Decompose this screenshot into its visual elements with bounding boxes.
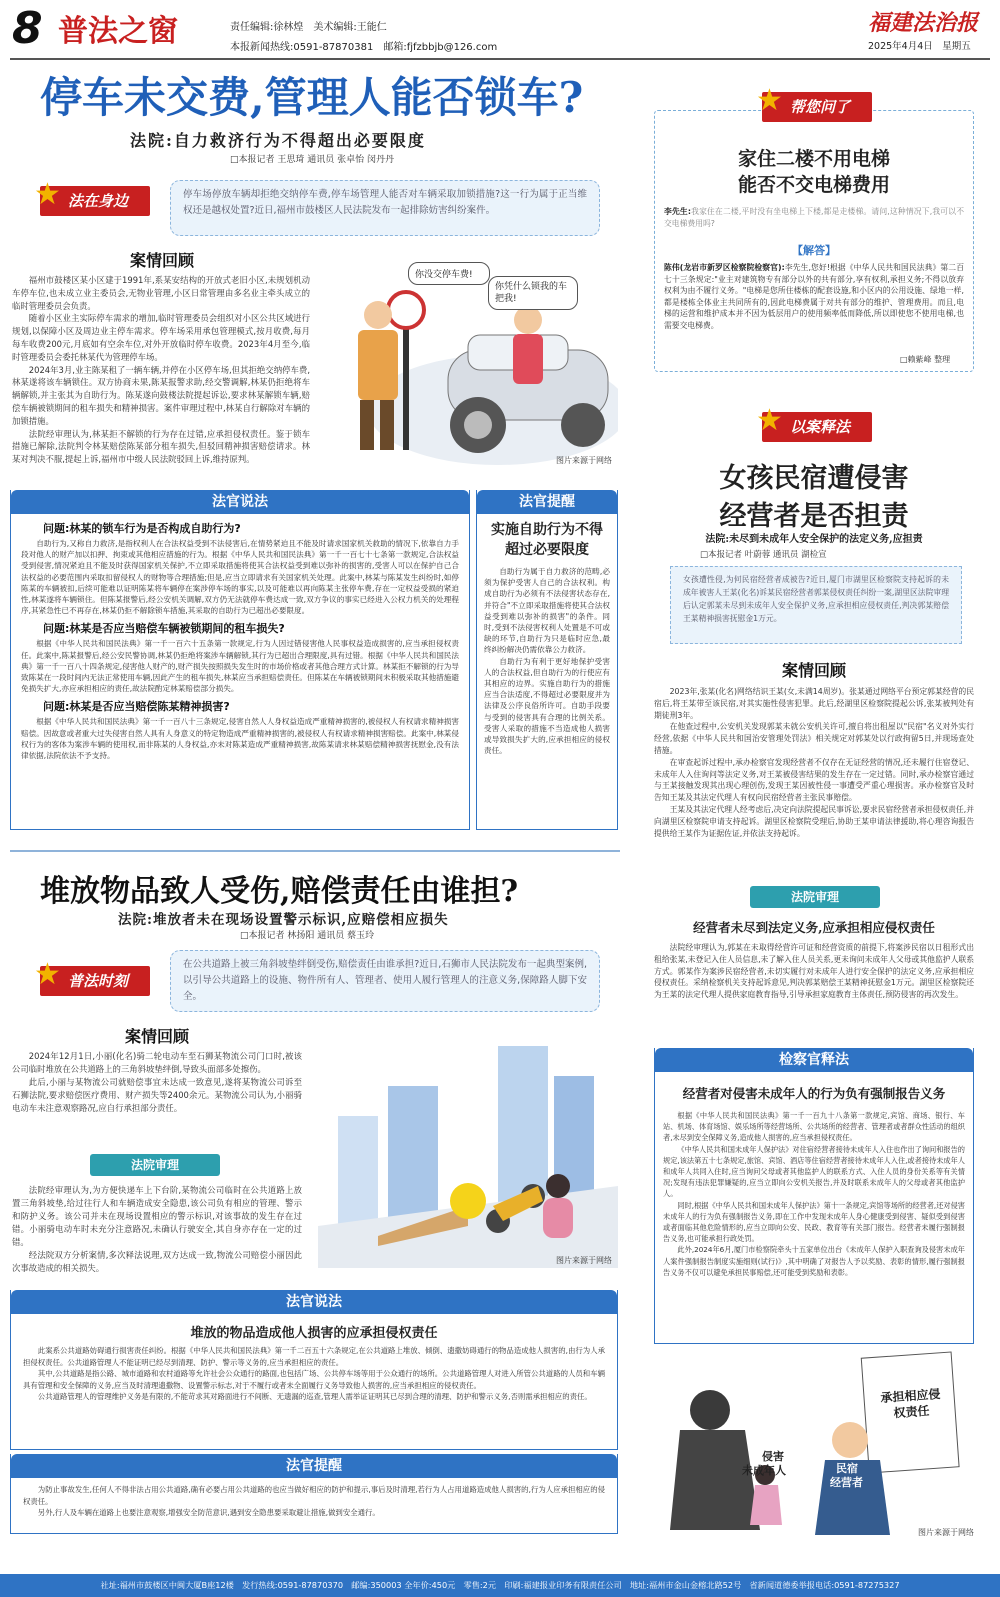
article1-case-p2: 随着小区业主实际停车需求的增加,临时管理委员会组织对小区公共区域进行规划,以保障小区及周边业主停车需求。停车场采用承包管理模式,按月收费,每月每车收费200元,月底如有空余车位,对外开放临时停车收费。2023年4月至今,临时管理委员会委托林某代为管理停车场。 [12,313,310,362]
article2-tip-bar: 法官提醒 [11,1454,617,1478]
label-homestay: 民宿 [836,1462,858,1475]
article1-lead: 停车场停放车辆却拒绝交纳停车费,停车场管理人能否对车辆采取加锁措施?这一行为属于正当维权还是越权处置?近日,福州市鼓楼区人民法院发布一起排除妨害纠纷案件。 [170,180,600,236]
article1-subtitle: 法院:自力救济行为不得超出必要限度 [130,131,426,150]
sign-text: 承担相应侵权责任 [880,1386,941,1421]
page-number: 8 [12,3,43,54]
article2-judge-p3: 公共道路管理人的管理维护义务是有限的,不能苛求其对路面进行不间断、无遗漏的巡查,管理人需举证证明其已尽到合理的清理、防护和警示义务,否则需承担相应的责任。 [37,1392,592,1402]
article4-proc-title: 经营者对侵害未成年人的行为负有强制报告义务 [682,1086,946,1101]
article4-proc-p1: 根据《中华人民共和国民法典》第一千一百九十八条第一款规定,宾馆、商场、银行、车站、机场、体育场馆、娱乐场所等经营场所、公共场所的经营者、管理者或者群众性活动的组织者,未尽到安全保障义务,造成他人损害的,应当承担侵权责任。 [663,1111,965,1143]
article4-subtitle: 法院:未尽到未成年人安全保护的法定义务,应担责 [705,534,923,545]
article4-lead: 女孩遭性侵,为何民宿经营者成被告?近日,厦门市湖里区检察院支持起诉的未成年被害人王某(化名)诉某民宿经营者郭某侵权责任纠纷一案,湖里区法院审理后认定郭某未尽到未成年人安全保护义务,应承担相应侵权责任,判决郭某赔偿王某精神损害抚慰金1万元。 [670,566,962,644]
qa-title-line1: 家住二楼不用电梯 [737,148,890,170]
article1-title: 停车未交费,管理人能否锁车? [40,73,584,122]
qa-signature: □赖紫峰 整理 [900,355,951,364]
minor-protection-image [650,1350,980,1540]
article2-case-p2: 此后,小丽与某物流公司就赔偿事宜未达成一致意见,遂将某物流公司诉至石狮法院,要求赔偿医疗费用、财产损失等2400余元。某物流公司认为,小丽骑电动车未注意观察路况,应自行承担部分责任。 [12,1077,302,1113]
answer-2: 根据《中华人民共和国民法典》第一千一百六十五条第一款规定,行为人因过错侵害他人民事权益造成损害的,应当承担侵权责任。此案中,陈某报警后,经公安民警协调,林某仍拒绝将案涉车辆解锁,其行为已超出合理限度,具有过错。根据《中华人民共和国民法典》第一千一百八十四条规定,侵害他人财产的,财产损失按照损失发生时的市场价格或者其他合理方式计算。林某拒不解锁的行为导致陈某在一段时间内无法正常使用车辆,因此产生的租车损失,林某应当承担赔偿责任。但陈某在车辆被锁期间未积极采取其他措施避免损失扩大,亦应承担相应的责任,故法院酌定林某赔偿部分损失。 [21,639,459,694]
article4-review-title: 经营者未尽到法定义务,应承担相应侵权责任 [693,920,935,935]
label-minor: 未成年人 [742,1464,786,1477]
contact-line: 本报新闻热线:0591-87870381 邮箱:fjfzbbjb@126.com [230,42,498,53]
star-icon: ★ [34,177,61,212]
qa-answer-text: 李先生,您好!根据《中华人民共和国民法典》第二百七十三条规定:"业主对建筑物专有部分以外的共有部分,享有权利,承担义务;不得以放弃权利为由不履行义务。"电梯是您所住楼栋的配套设施,和小区内的公用设施、绿地一样,都是楼栋全体业主共同所有的,因此电梯费属于对共有部分的维护、管理费用。而且,电梯的运营和维护成本并不因为低层用户的使用频率低而降低,所以即使您不使用电梯,也需要交电梯费。 [664,263,964,330]
article4-proc-box [654,1048,974,1344]
article4-tag: ★ 以案释法 [762,412,872,442]
article1-byline: □本报记者 王思琦 通讯员 张卓怡 闵丹丹 [230,155,394,165]
article2-tip-p1: 为防止事故发生,任何人不得非法占用公共道路,确有必要占用公共道路的也应当做好相应的防护和提示,事后及时清理,若行为人占用道路造成他人损害的,行为人应承担相应的侵权责任。 [23,1485,605,1506]
qa-title-line2: 能否不交电梯费用 [737,174,890,196]
issue-date: 2025年4月4日 星期五 [868,41,971,52]
article2-review-p2: 经法院双方分析案情,多次释法说理,双方达成一致,物流公司赔偿小丽因此次事故造成的相关损失。 [12,1250,302,1273]
image-credit: 图片来源于网络 [556,456,612,465]
speech-bubble-2: 你凭什么锁我的车把我! [488,276,578,310]
article4-title-line2: 经营者是否担责 [719,501,909,532]
article4-byline: □本报记者 叶蔚蓉 通讯员 湖检宣 [700,550,827,560]
star-icon: ★ [756,403,783,438]
qa-answer-heading: 【解答】 [792,244,836,257]
article1-tip-p1: 自助行为属于自力救济的范畴,必须为保护受害人自己的合法权利。构成自助行为必须有不法侵害状态存在,并符合"不立即采取措施将使其合法权益受到难以弥补的损害"的条件。同时,受到不法侵害权利人处置是不可或缺的环节,自助行为只是临时应急,最终纠纷解决仍需依靠公力救济。 [484,567,610,655]
label-infringe: 侵害 [762,1450,784,1463]
qa-answer [664,262,964,332]
article4-case-p1: 2023年,张某(化名)网络结识王某(女,未满14周岁)。张某通过网络平台预定郭某经营的民宿后,将王某带至该民宿,对其实施性侵害犯罪。此后,经湖里区检察院提起公诉,张某被判处有期徒刑3年。 [654,687,974,720]
article2-byline: □本报记者 林扬阳 通讯员 蔡玉玲 [240,931,375,941]
qa-question-text: 我家住在二楼,平时没有坐电梯上下楼,都是走楼梯。请问,这种情况下,我可以不交电梯费用吗? [664,207,964,228]
article4-case-body [654,686,974,839]
answer-3: 根据《中华人民共和国民法典》第一千一百八十三条规定,侵害自然人人身权益造成严重精神损害的,被侵权人有权请求精神损害赔偿。因故意或者重大过失侵害自然人具有人身意义的特定物造成严重精神损害的,被侵权人有权请求精神损害赔偿。此案中,林某侵权行为的客体为案涉车辆的使用权,而非陈某的人身权益,亦未对陈某造成严重精神损害,故陈某请求林某赔偿精神损害抚慰金,没有法律依据,法院依法不予支持。 [21,717,459,761]
article1-tag: ★ 法在身边 [40,186,150,216]
speech-bubble-1: 你没交停车费! [408,262,490,285]
article4-proc-p2: 《中华人民共和国未成年人保护法》对住宿经营者接待未成年人入住也作出了询问和报告的规定,该法第五十七条规定,旅馆、宾馆、酒店等住宿经营者接待未成年人入住,或者接待未成年人和成年人共同入住时,应当询问父母或者其他监护人的联系方式、入住人员的身份关系等有关情况;发现有违法犯罪嫌疑的,应当立即向公安机关报告,并及时联系未成年人的父母或者其他监护人。 [663,1144,965,1199]
article1-tip-title: 实施自助行为不得超过必要限度 [491,522,603,558]
footer-bar: 社址:福州市鼓楼区中闽大厦B座12楼 发行热线:0591-87870370 邮编:350003 全年价:450元 零售:2元 印刷:福建报业印务有限责任公司 地址:福州市金山金榕北路52号 省新闻道德委举报电话:0591-87275327 [0,1574,1000,1597]
article4-proc-p4: 此外,2024年6月,厦门市检察院牵头十五家单位出台《未成年人保护入职查询及侵害未成年人案件强制报告制度实施细则(试行)》,其中明确了对报告人予以奖励、表彰的情形,履行强制报告义务不仅可以避免承担民事赔偿,还可能受到奖励和表彰。 [663,1245,965,1277]
article2-review-body [12,1184,302,1275]
article2-tip-box [10,1454,618,1534]
star-icon: ★ [34,957,61,992]
masthead-logo: 福建法治报 [868,10,979,36]
article4-title-line1: 女孩民宿遭侵害 [719,463,909,494]
qa-answerer: 陈伟(龙岩市新罗区检察院检察官): [664,263,785,272]
article1-judge-box [10,490,470,830]
article2-case-p1: 2024年12月1日,小丽(化名)骑二轮电动车至石狮某物流公司门口时,被该公司临时堆放在公共道路上的三角斜坡垫绊倒,导致头面部多处擦伤。 [12,1051,302,1074]
qa-question [664,206,964,229]
article2-title: 堆放物品致人受伤,赔偿责任由谁担? [40,874,519,909]
article1-tip-box [476,490,618,830]
star-icon: ★ [756,83,783,118]
article2-review-p1: 法院经审理认为,为方便快递车上下台阶,某物流公司临时在公共道路上放置三角斜坡垫,给过往行人和车辆造成安全隐患,该公司负有相应的管理、警示和防护义务。该公司并未在现场设置相应的警示标识,对该事故的发生存在过错。小丽骑电动车时未充分注意路况,未确认行驶安全,其自身亦存在一定的过错。 [12,1185,302,1247]
article2-tip-p2: 另外,行人及车辆在道路上也要注意观察,增强安全防范意识,遇到安全隐患要采取避让措施,做到安全通行。 [37,1508,380,1518]
article2-judge-title: 堆放的物品造成他人损害的应承担侵权责任 [190,1326,438,1341]
article2-case-body [12,1050,302,1115]
article2-tag: ★ 普法时刻 [40,966,150,996]
image-credit: 图片来源于网络 [556,1256,612,1265]
editor-line: 责任编辑:徐林煌 美术编辑:王能仁 [230,22,387,33]
accident-illustration [318,1036,618,1268]
article4-review-body: 法院经审理认为,郭某在未取得经营许可证和经营资质的前提下,将案涉民宿以日租形式出租给张某,未登记入住人员信息,未了解入住人员关系,更未询问未成年人父母或其他监护人联系方式。郭某作为案涉民宿经营者,未切实履行对未成年人进行安全保护的法定义务,应承担相应侵权责任。采纳检察机关支持起诉意见,判决郭某赔偿王某精神抚慰金1万元。湖里区检察院还为王某的法定代理人提供家庭教育指导,引导承担家庭教育主体责任,预防侵害的再次发生。 [654,943,974,1000]
header-rule [10,58,990,60]
article4-case-p4: 王某及其法定代理人经考虑后,决定向法院提起民事诉讼,要求民宿经营者承担侵权责任,并向湖里区检察院申请支持起诉。湖里区检察院受理后,协助王某申请法律援助,将心理咨询报告提供给王某作为证据佐证,并依法支持起诉。 [654,804,974,838]
article2-judge-box [10,1290,618,1450]
article2-case-heading: 案情回顾 [124,1027,189,1046]
article1-judge-bar: 法官说法 [11,490,469,514]
article1-tip-p2: 自助行为有利于更好地保护受害人的合法权益,但自助行为的行使应有其相应的边界。实施自助行为的措施应当合法适度,不得超过必要限度并为法律及公序良俗所许可。自助手段要与受到的侵害具有合理的比例关系。受害人采取的措施不当造成他人损害或导致损失扩大的,应承担相应的侵权责任。 [484,656,610,756]
article2-judge-bar: 法官说法 [11,1290,617,1314]
article4-proc-p3: 同时,根据《中华人民共和国未成年人保护法》第十一条规定,宾馆等场所的经营者,还对侵害未成年人的行为负有强制报告义务,即在工作中发现未成年人身心健康受到侵害、疑似受到侵害或者面临其他危险情形的,应当立即向公安、民政、教育等有关部门报告。经营者未履行强制报告义务,也可能承担行政处罚。 [663,1200,965,1244]
label-operator: 经营者 [830,1476,863,1489]
question-1: 问题:林某的锁车行为是否构成自助行为? [43,522,241,535]
minor-protection-illustration [650,1350,980,1540]
article4-review-bar: 法院审理 [750,886,880,908]
article1-case-p3: 2024年3月,业主陈某租了一辆车辆,并停在小区停车场,但其拒绝交纳停车费,林某遂将该车辆锁住。双方协商未果,陈某报警求助,经交警调解,林某仍拒绝将车辆解锁,并主张其为自助行为。陈某遂向鼓楼法院提起诉讼,要求林某解锁车辆,赔偿车辆被锁期间的租车损失和精神损害。案件审理过程中,林某自行解除对车辆的加锁措施。 [12,364,310,426]
qa-asker: 李先生: [664,207,691,216]
article2-judge-p2: 其中,公共道路是指公路、城市道路和农村道路等允许社会公众通行的路面,也包括广场、公共停车场等用于公众通行的场所。公共道路管理人对进入所管公共道路的人员和车辆具有管理和安全保障的义务,应当及时清理遗撒物、设置警示标志,对于不履行或者未全面履行义务导致他人损害的,应当承担相应的侵权责任。 [23,1369,605,1390]
article4-case-p3: 在审查起诉过程中,承办检察官发现经营者不仅存在无证经营的情况,还未履行住宿登记、未成年人入住询问等法定义务,对王某被侵害结果的发生存在一定过错。同时,承办检察官通过与王某接触发现其出现心理创伤,发现王某因被性侵一事遭受严重心理损害。承办检察官及时告知王某及其法定代理人有权向民宿经营者主张民事赔偿。 [654,757,974,803]
answer-1: 自助行为,又称自力救济,是指权利人在合法权益受到不法侵害后,在情势紧迫且不能及时请求国家机关救助的情况下,依靠自力手段对他人的财产加以扣押、拘束或其他相应措施的行为。根据《中华人民共和国民法典》第一千一百七十七条第一款规定,合法权益受到侵害,情况紧迫且不能及时获得国家机关保护,不立即采取措施将使其合法权益受到难以弥补的损害的,受害人可以在保护自己合法权益的必要范围内采取扣留侵权人的财物等合理措施;但是,应当立即请求有关国家机关处理。此案中,林某与陈某发生纠纷时,如停陈某的车辆被扣,后续可能难以证明陈某将车辆停在案涉停车场的事实,以及可能难以再向陈某主张停车费,存在一定权益受损的紧迫性,林某遂将车辆锁住。但陈某报警后,经公安机关调解,双方仍无法就停车费达成一致,双方争议的事实已经进入公权力机关的处理程序,其紧急性已不再存在,林某仍拒不解除锁车措施,其采取的自助行为已超出必要限度。 [21,539,459,616]
article1-case-body [12,274,310,466]
article1-case-p4: 法院经审理认为,林某拒不解锁的行为存在过错,应承担侵权责任。鉴于锁车措施已解除,法院判令林某赔偿陈某部分租车损失,但驳回精神损害赔偿请求。林某对判决不服,提起上诉,福州市中级人民法院驳回上诉,维持原判。 [12,428,310,465]
article2-judge-p1: 此案系公共道路妨碍通行损害责任纠纷。根据《中华人民共和国民法典》第一千二百五十六条规定,在公共道路上堆放、倾倒、遗撒妨碍通行的物品造成他人损害的,由行为人承担侵权责任。公共道路管理人不能证明已经尽到清理、防护、警示等义务的,应当承担相应的责任。 [23,1346,605,1367]
image-credit: 图片来源于网络 [918,1528,974,1537]
article2-review-bar: 法院审理 [90,1154,220,1176]
article2-subtitle: 法院:堆放者未在现场设置警示标识,应赔偿相应损失 [118,912,449,928]
question-3: 问题:林某是否应当赔偿陈某精神损害? [43,700,230,714]
article4-case-heading: 案情回顾 [781,661,846,680]
section-title: 普法之窗 [58,14,178,49]
article1-case-heading: 案情回顾 [129,251,194,270]
article2-lead: 在公共道路上被三角斜坡垫绊倒受伤,赔偿责任由谁承担?近日,石狮市人民法院发布一起典型案例,以引导公共道路上的设施、物件所有人、管理者、使用人履行管理人的注意义务,保障路人脚下安全。 [170,950,600,1012]
city-accident-image [318,1036,618,1268]
article1-case-p1: 福州市鼓楼区某小区建于1991年,系某安结构的开放式老旧小区,未规划机动车停车位,也未成立业主委员会,无物业管理,小区日常管理由多名业主牵头成立的临时管理委员会负责。 [12,275,310,311]
parking-illustration [318,250,618,468]
article4-proc-bar: 检察官释法 [655,1048,973,1072]
article1-tip-bar: 法官提醒 [477,490,617,514]
question-2: 问题:林某是否应当赔偿车辆被锁期间的租车损失? [43,622,285,636]
divider [10,850,620,852]
qa-tag: ★ 帮您问了 [762,92,872,122]
article4-case-p2: 在他查过程中,公安机关发现郭某未就公安机关许可,擅自将出租屋以"民宿"名义对外实行经营,依据《中华人民共和国治安管理处罚法》相关规定对郭某处以行政拘留5日,并现场查处措施。 [654,722,974,755]
